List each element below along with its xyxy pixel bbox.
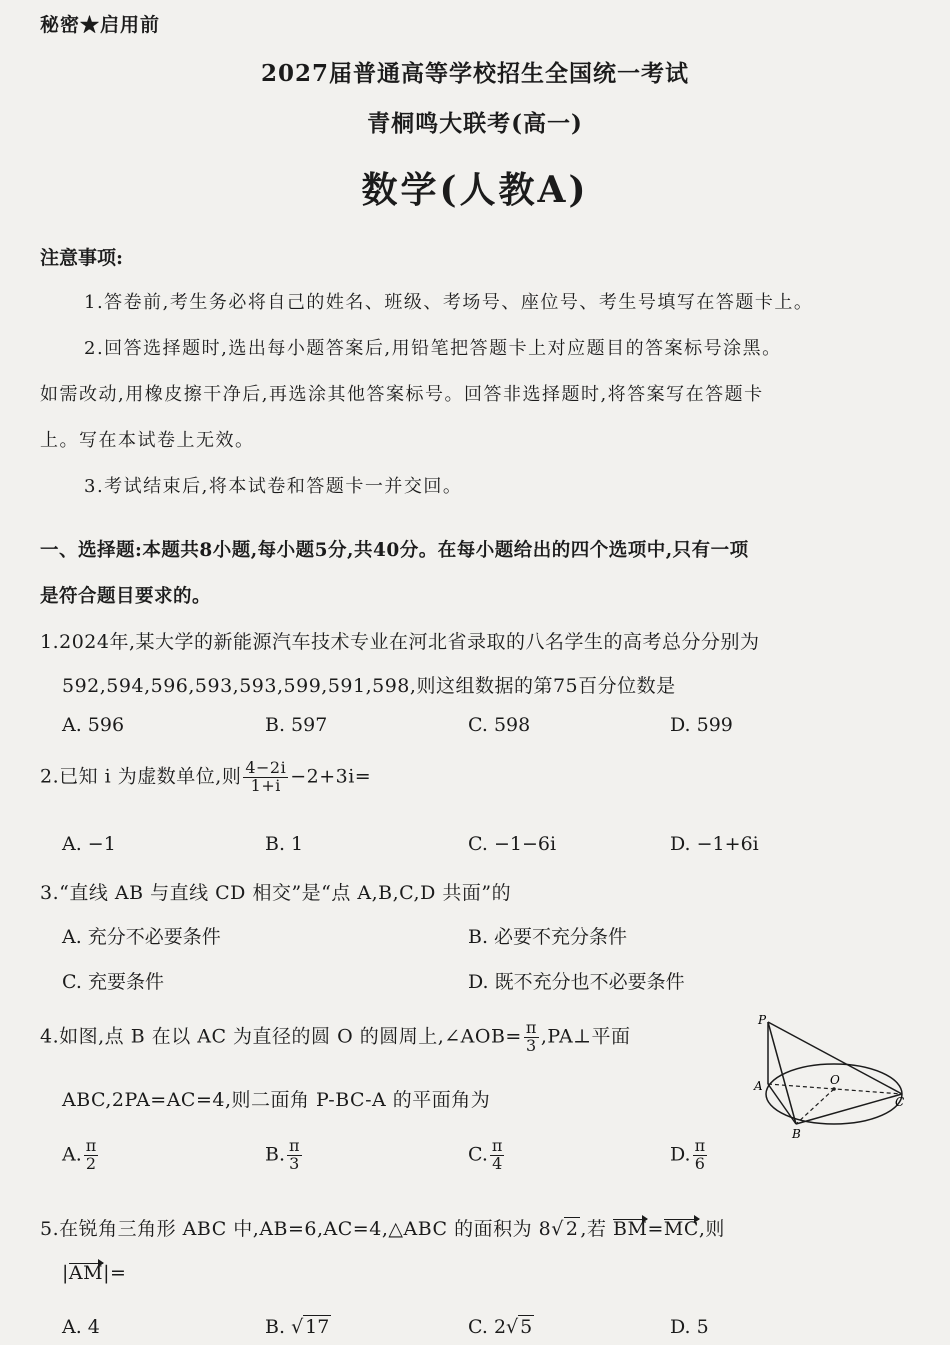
section-1-heading: 一、选择题:本题共8小题,每小题5分,共40分。在每小题给出的四个选项中,只有一项 [40,540,749,561]
sqrt-expression: √ 5 [506,1316,533,1338]
question-5-text-b: ,若 [580,1218,607,1240]
question-1-option-a: A. 596 [62,714,125,736]
question-2 [40,760,371,795]
question-4-text-a: 4.如图,点 B 在以 AC 为直径的圆 O 的圆周上,∠AOB= [40,1025,522,1048]
label-o: O [830,1073,840,1087]
exam-title: 2027届普通高等学校招生全国统一考试 [260,60,689,87]
vector-mc: MC [663,1218,699,1240]
question-1-option-b: B. 597 [265,714,328,736]
segment-ab [768,1084,796,1124]
fraction-denominator: 2 [85,1153,97,1173]
fraction-numerator: π [289,1136,300,1155]
label-a: A [754,1079,763,1093]
option-letter: C. [468,1143,488,1166]
question-1-option-d: D. 599 [670,714,733,736]
notice-item-3: 3.考试结束后,将本试卷和答题卡一并交回。 [84,476,463,497]
abs-open: | [62,1262,69,1284]
question-5-option-c [468,1316,534,1338]
question-3-option-a: A. 充分不必要条件 [62,926,221,948]
notice-item-1: 1.答卷前,考生务必将自己的姓名、班级、考场号、座位号、考生号填写在答题卡上。 [84,292,814,313]
option-letter: A. [62,1143,82,1166]
geometry-figure [748,1012,908,1142]
section-1-heading-cont: 是符合题目要求的。 [40,586,212,607]
fraction-numerator: π [491,1136,503,1155]
segment-pb [768,1022,796,1124]
question-2-option-d: D. −1+6i [670,833,759,855]
question-3-option-b: B. 必要不充分条件 [468,926,628,948]
fraction-numerator: 4−2i [245,758,287,777]
notice-heading: 注意事项: [40,247,124,269]
label-b: B [792,1127,801,1141]
exam-subtitle: 青桐鸣大联考(高一) [367,110,583,137]
notice-item-2-line2: 如需改动,用橡皮擦干净后,再选涂其他答案标号。回答非选择题时,将答案写在答题卡 [40,384,764,405]
angle-fraction [524,1020,539,1055]
question-5-line2 [62,1262,126,1284]
notice-item-2-line1: 2.回答选择题时,选出每小题答案后,用铅笔把答题卡上对应题目的答案标号涂黑。 [84,338,782,359]
question-4-line1 [40,1020,631,1055]
question-4-option-c [468,1138,506,1173]
option-letter: C. 2 [468,1316,507,1338]
question-5-option-b [265,1316,331,1338]
radicand: 17 [305,1316,330,1338]
question-5-line1 [40,1214,725,1241]
question-4-option-b [265,1138,304,1173]
option-letter: D. [670,1143,691,1166]
vector-am: AM [68,1262,104,1284]
fraction-denominator: 3 [526,1035,537,1055]
question-1-option-c: C. 598 [468,714,531,736]
radicand: 2 [565,1218,579,1240]
abs-close: |= [103,1262,127,1284]
question-2-option-a: A. −1 [62,833,116,855]
sqrt-expression: √ 2 [551,1218,579,1240]
equals-sign: = [647,1218,664,1240]
radicand: 5 [520,1316,533,1338]
fraction-numerator: π [85,1136,97,1155]
label-p: P [758,1013,767,1027]
question-4-line2: ABC,2PA=AC=4,则二面角 P-BC-A 的平面角为 [62,1089,491,1111]
question-1-line2: 592,594,596,593,593,599,591,598,则这组数据的第75百分位数是 [62,675,676,697]
vector-bm: BM [613,1218,648,1240]
secret-label: 秘密★启用前 [40,14,161,36]
question-2-fraction [243,760,288,795]
question-2-option-c: C. −1−6i [468,833,557,855]
fraction-denominator: 4 [492,1153,503,1173]
subject-title: 数学(人教A) [361,169,589,211]
question-5-text-c: ,则 [698,1218,725,1240]
question-2-option-b: B. 1 [265,833,304,855]
label-c: C [895,1095,905,1109]
question-1-line1: 1.2024年,某大学的新能源汽车技术专业在河北省录取的八名学生的高考总分分别为 [40,631,760,653]
fraction-denominator: 6 [694,1153,705,1173]
notice-item-2-line3: 上。写在本试卷上无效。 [40,430,255,451]
question-3-line1: 3.“直线 AB 与直线 CD 相交”是“点 A,B,C,D 共面”的 [40,882,512,904]
sqrt-expression: √ 17 [291,1316,330,1338]
question-4-text-b: ,PA⊥平面 [540,1025,631,1048]
fraction-denominator: 3 [289,1153,300,1173]
question-2-suffix: −2+3i= [290,765,372,788]
option-letter: B. [265,1143,286,1166]
question-5-option-d: D. 5 [670,1316,709,1338]
question-5-option-a: A. 4 [62,1316,100,1338]
fraction-numerator: π [694,1136,706,1155]
center-point [832,1087,836,1091]
fraction-numerator: π [525,1018,537,1037]
question-4-option-a [62,1138,100,1173]
question-3-option-c: C. 充要条件 [62,971,164,993]
fraction-denominator: 1+i [250,775,281,795]
question-3-option-d: D. 既不充分也不必要条件 [468,971,685,993]
question-2-prefix: 2.已知 i 为虚数单位,则 [40,765,242,788]
option-letter: B. [265,1316,286,1338]
question-4-option-d [670,1138,709,1173]
question-5-text-a: 5.在锐角三角形 ABC 中,AB=6,AC=4,△ABC 的面积为 8 [40,1218,552,1240]
